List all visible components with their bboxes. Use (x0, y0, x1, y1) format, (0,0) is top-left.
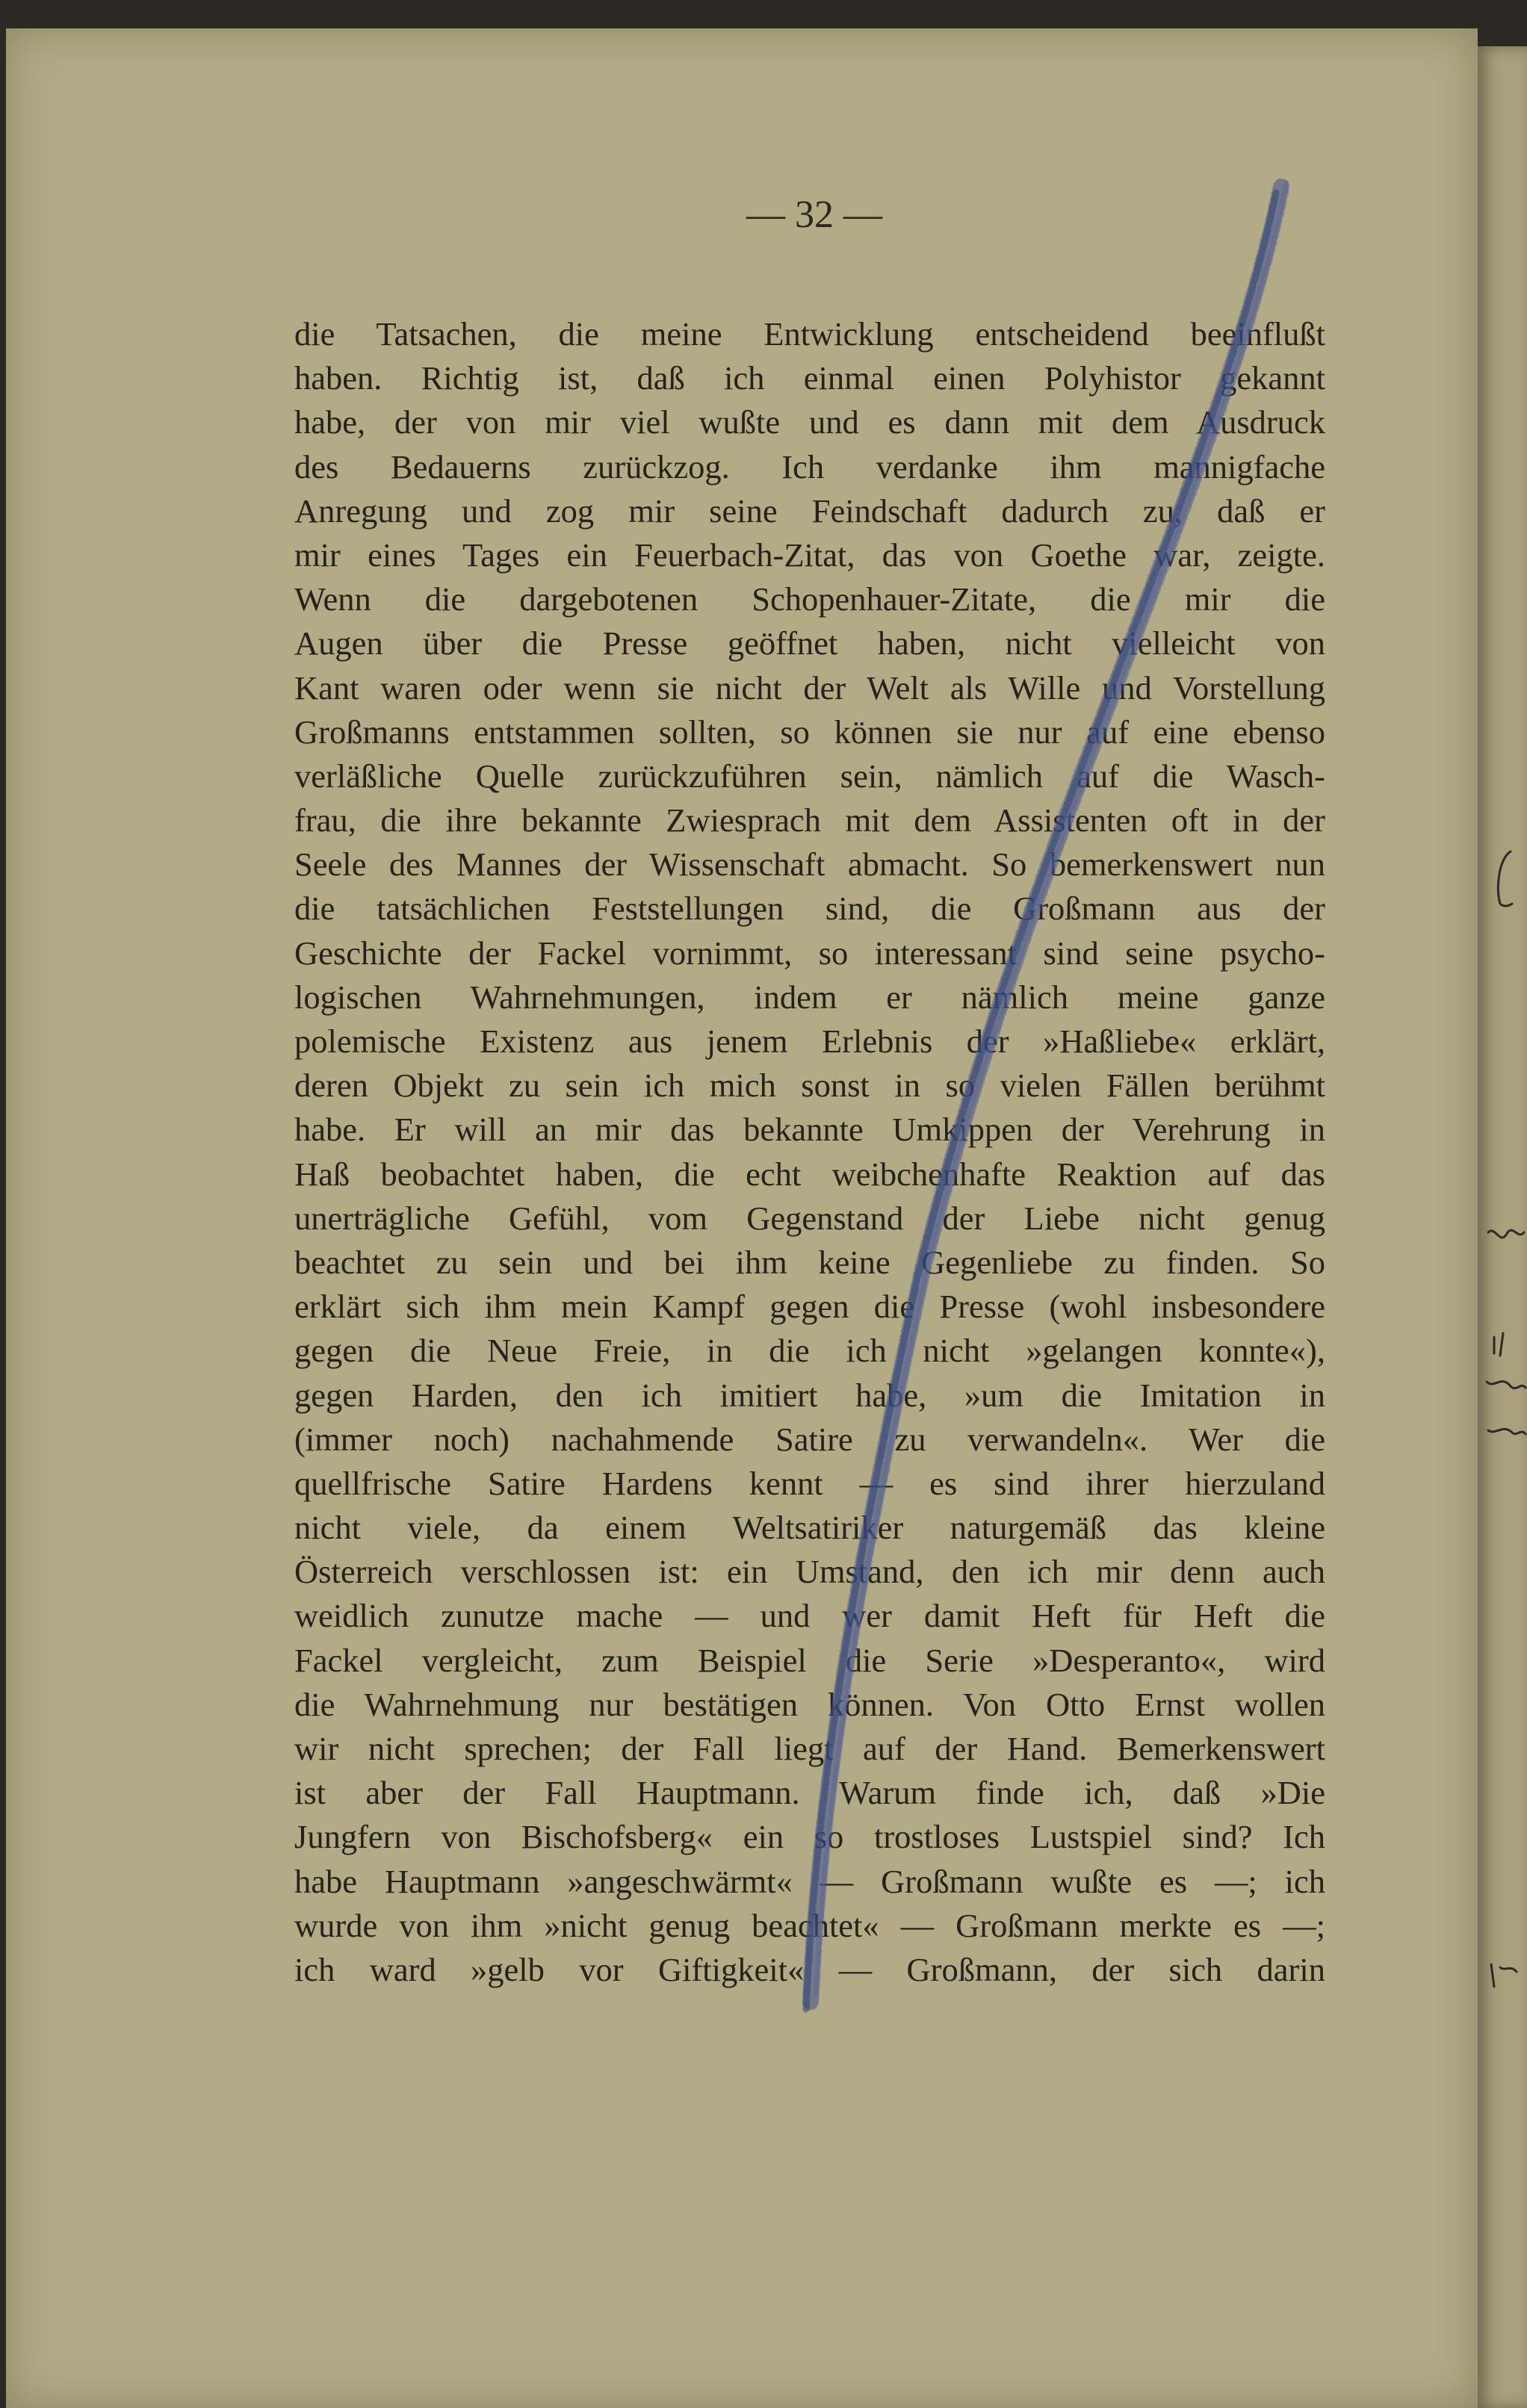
text-line: verläßliche Quelle zurückzuführen sein, nämlich auf die Wasch- (294, 757, 1325, 795)
text-line: (immer noch) nachahmende Satire zu verwandeln«. Wer die (294, 1420, 1325, 1458)
text-line: Fackel vergleicht, zum Beispiel die Serie »Desperanto«, wird (294, 1641, 1325, 1679)
text-line: polemische Existenz aus jenem Erlebnis der »Haßliebe« erklärt, (294, 1023, 1325, 1060)
text-line: unerträgliche Gefühl, vom Gegenstand der Liebe nicht genug (294, 1199, 1325, 1237)
text-line: Anregung und zog mir seine Feindschaft dadurch zu, daß er (294, 491, 1325, 530)
text-line: logischen Wahrnehmungen, indem er nämlich meine ganze (294, 978, 1325, 1016)
text-line: gegen die Neue Freie, in die ich nicht »gelangen konnte«), (294, 1332, 1325, 1370)
text-line: deren Objekt zu sein ich mich sonst in so vielen Fällen berühmt (294, 1067, 1325, 1105)
text-line: habe, der von mir viel wußte und es dann mit dem Ausdruck (294, 403, 1325, 441)
text-line: Großmanns entstammen sollten, so können sie nur auf eine ebenso (294, 713, 1325, 751)
text-line: Haß beobachtet haben, die echt weibchenhafte Reaktion auf das (294, 1155, 1325, 1193)
text-line: des Bedauerns zurückzog. Ich verdanke ihm mannigfache (294, 447, 1325, 485)
text-line: erklärt sich ihm mein Kampf gegen die Presse (wohl insbesondere (294, 1288, 1325, 1326)
text-line: weidlich zunutze mache — und wer damit Heft für Heft die (294, 1597, 1325, 1635)
text-line: wurde von ihm »nicht genug beachtet« — Großmann merkte es —; (294, 1906, 1325, 1944)
text-line: Augen über die Presse geöffnet haben, nicht vielleicht von (294, 624, 1325, 662)
text-line: die Wahrnehmung nur bestätigen können. Von Otto Ernst wollen (294, 1685, 1325, 1723)
text-line: Wenn die dargebotenen Schopenhauer-Zitate, die mir die (294, 580, 1325, 618)
text-line: mir eines Tages ein Feuerbach-Zitat, das von Goethe war, zeigte. (294, 536, 1325, 574)
text-line: Österreich verschlossen ist: ein Umstand, den ich mir denn auch (294, 1553, 1325, 1591)
text-line: die tatsächlichen Feststellungen sind, die Großmann aus der (294, 890, 1325, 928)
body-text (294, 312, 1325, 1992)
facing-page-edge (1478, 46, 1527, 2408)
text-line: habe. Er will an mir das bekannte Umkippen der Verehrung in (294, 1111, 1325, 1149)
text-line: habe Hauptmann »angeschwärmt« — Großmann wußte es —; ich (294, 1862, 1325, 1900)
text-line: beachtet zu sein und bei ihm keine Gegenliebe zu finden. So (294, 1243, 1325, 1281)
text-line: frau, die ihre bekannte Zwiesprach mit dem Assistenten oft in der (294, 801, 1325, 840)
text-line: Seele des Mannes der Wissenschaft abmacht. So bemerkenswert nun (294, 845, 1325, 884)
text-line: gegen Harden, den ich imitiert habe, »um die Imitation in (294, 1376, 1325, 1414)
text-line: Geschichte der Fackel vornimmt, so interessant sind seine psycho- (294, 934, 1325, 972)
text-line: Kant waren oder wenn sie nicht der Welt als Wille und Vorstellung (294, 668, 1325, 707)
text-line: ich ward »gelb vor Giftigkeit« — Großmann, der sich darin (294, 1950, 1325, 1988)
text-line: ist aber der Fall Hauptmann. Warum finde ich, daß »Die (294, 1774, 1325, 1812)
text-line: nicht viele, da einem Weltsatiriker naturgemäß das kleine (294, 1509, 1325, 1547)
text-line: quellfrische Satire Hardens kennt — es sind ihrer hierzuland (294, 1464, 1325, 1502)
text-line: die Tatsachen, die meine Entwicklung entscheidend beeinflußt (294, 315, 1325, 353)
text-line: Jungfern von Bischofsberg« ein so trostloses Lustspiel sind? Ich (294, 1818, 1325, 1856)
page-number: — 32 — (746, 193, 882, 236)
text-line: haben. Richtig ist, daß ich einmal einen Polyhistor gekannt (294, 359, 1325, 397)
text-line: wir nicht sprechen; der Fall liegt auf der Hand. Bemerkenswert (294, 1730, 1325, 1767)
